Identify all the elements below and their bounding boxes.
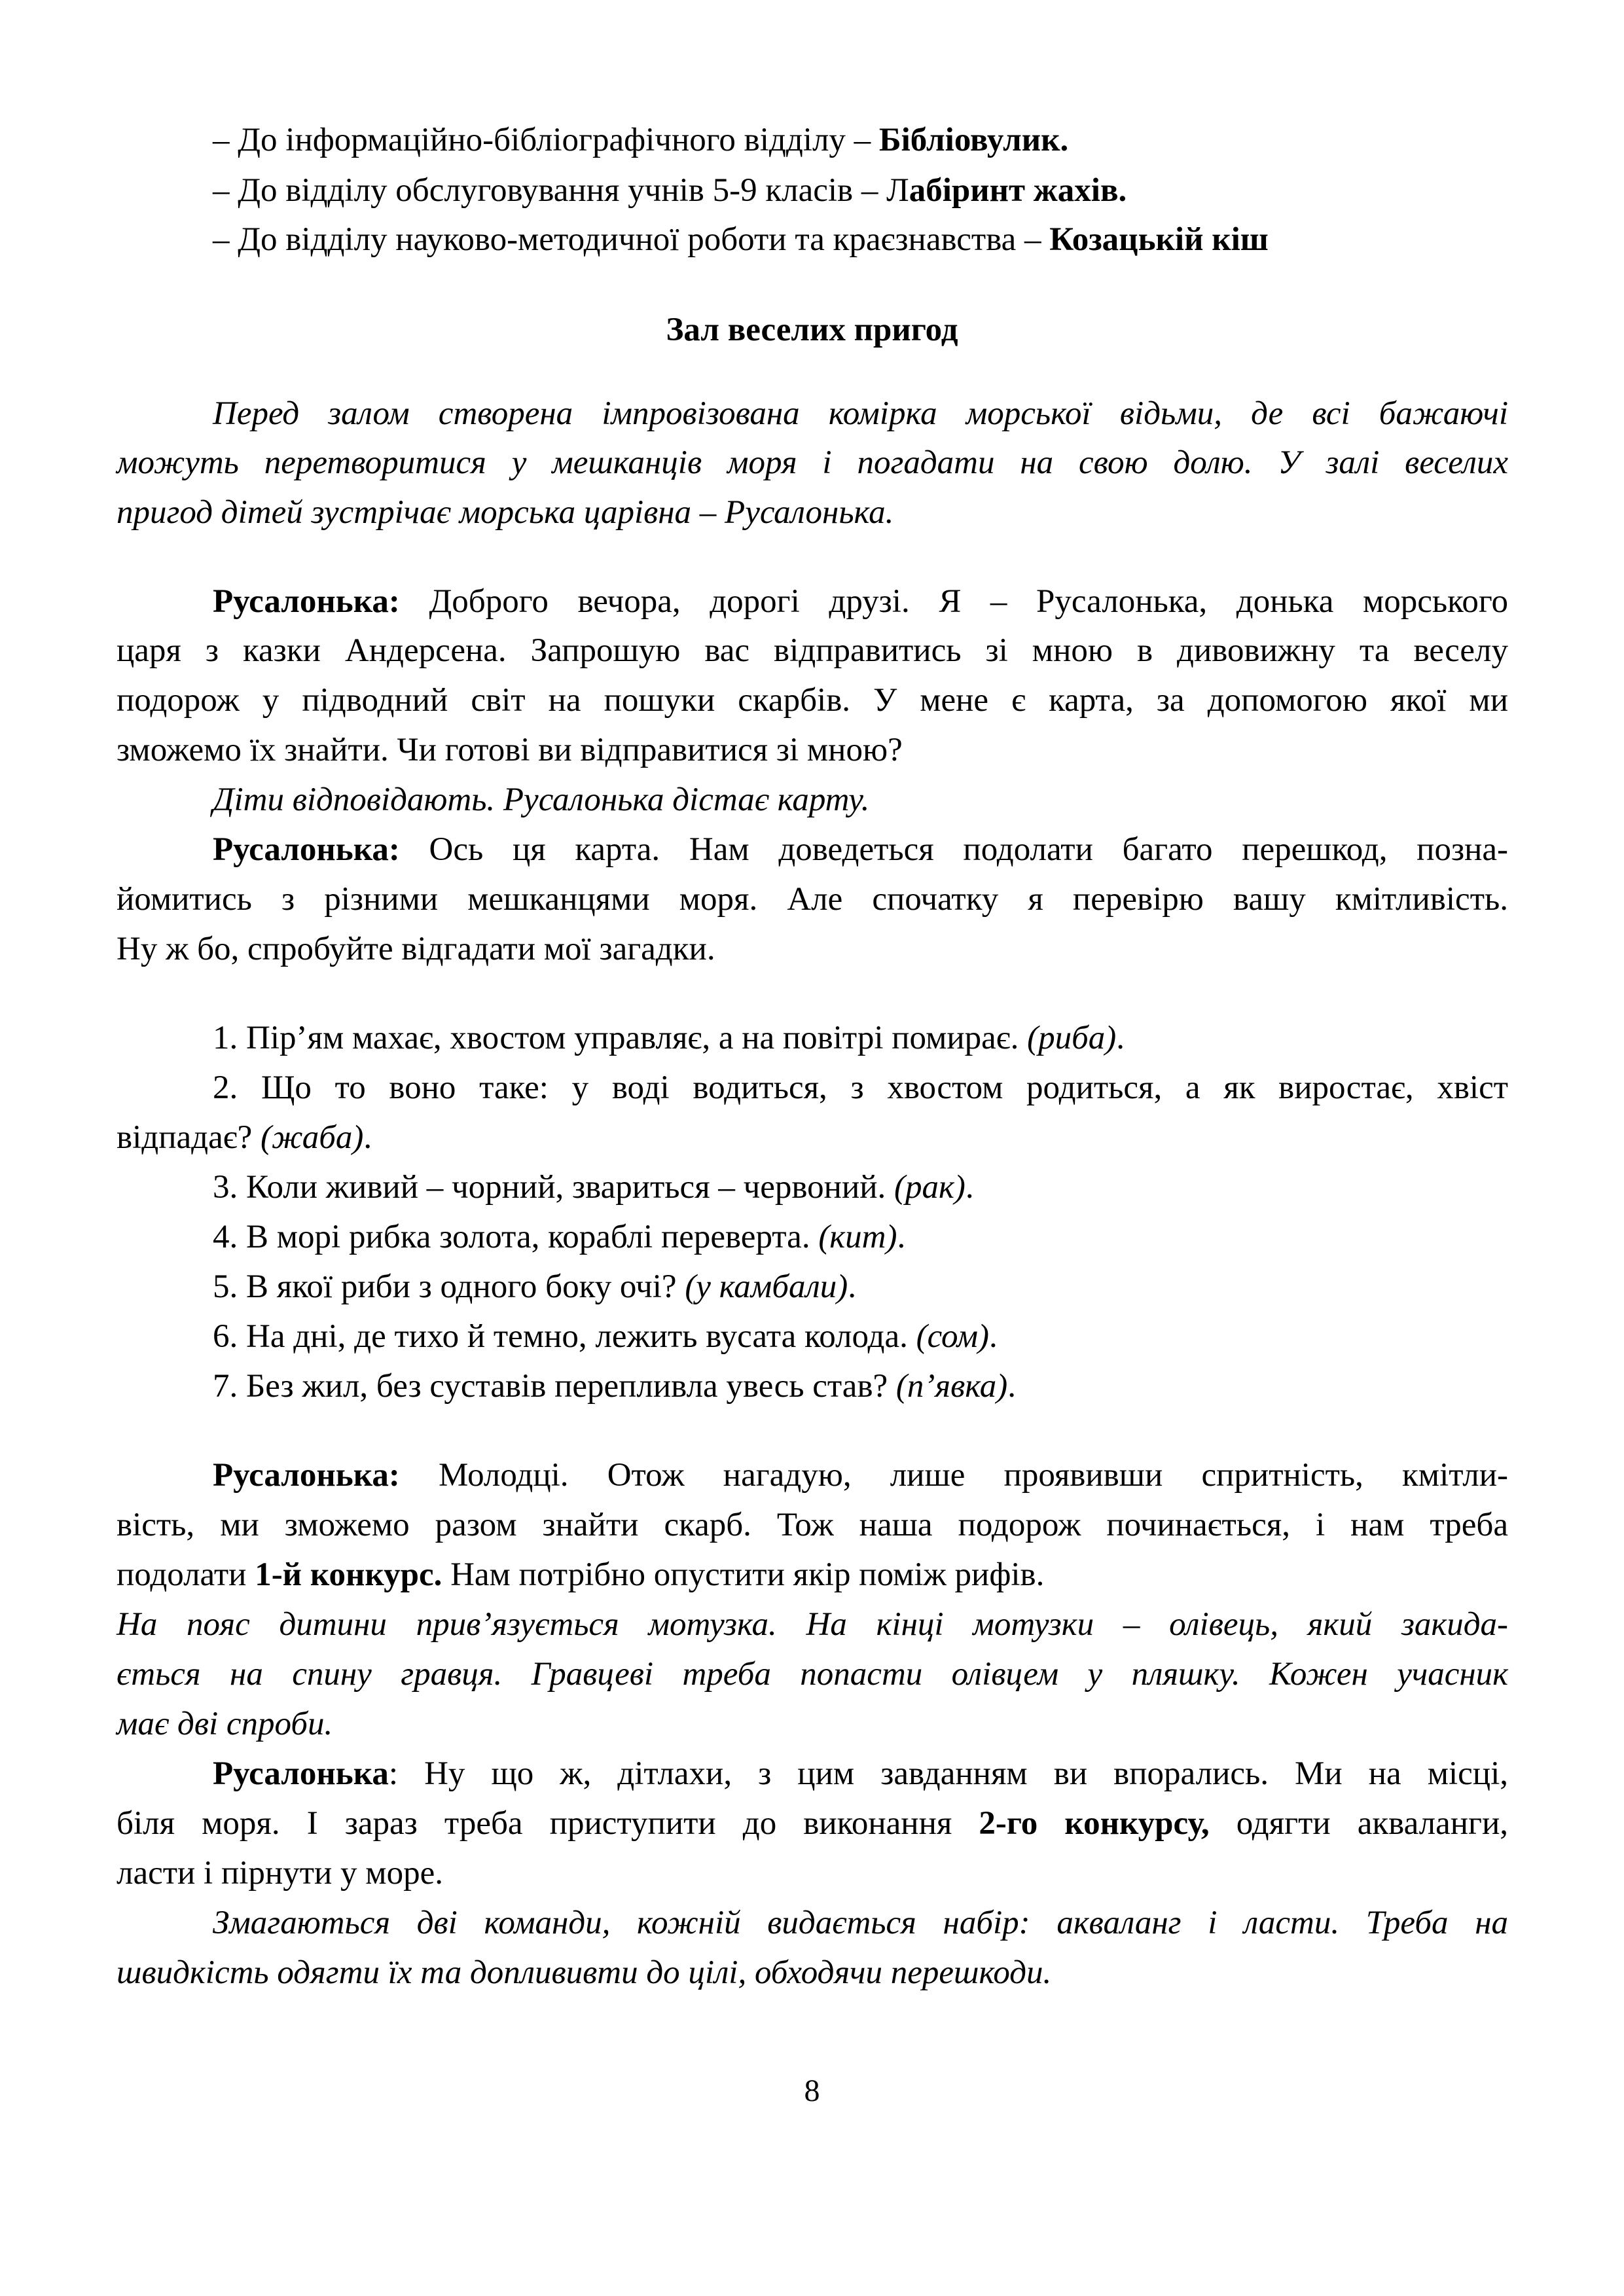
speech3-line-3: подолати 1-й конкурс. Нам потрібно опустити якір поміж рифів.: [117, 1556, 1045, 1593]
intro-line-3: пригод дітей зустрічає морська царівна – Русалонька.: [117, 494, 894, 531]
speech4-line-2: біля моря. І зараз треба приступити до виконання 2-го конкурсу, одягти акваланги,: [117, 1805, 1508, 1842]
stage-direction-1: Діти відповідають. Русалонька дістає карту.: [213, 781, 870, 818]
speech1-line-1: Русалонька: Доброго вечора, дорогі друзі. Я – Русалонька, донька морського: [213, 583, 1508, 620]
speech1-line-2: царя з казки Андерсена. Запрошую вас відправитись зі мною в дивовижну та веселу: [117, 632, 1508, 669]
page-number: 8: [804, 2073, 820, 2108]
speech1-line-4: зможемо їх знайти. Чи готові ви відправитися зі мною?: [117, 732, 903, 768]
riddle-4: 4. В морі рибка золота, кораблі переверта. (кит).: [213, 1219, 906, 1255]
speech2-line-2: йомитись з різними мешканцями моря. Але спочатку я перевірю вашу кмітливість.: [117, 881, 1508, 918]
stage-direction-2-line-1: На пояс дитини прив’язується мотузка. На кінці мотузки – олівець, який закида-: [117, 1606, 1508, 1643]
dept-line-3: – До відділу науково-методичної роботи та краєзнавства – Козацькій кіш: [213, 221, 1269, 258]
speech2-line-3: Ну ж бо, спробуйте відгадати мої загадки.: [117, 931, 715, 967]
intro-line-1: Перед залом створена імпровізована комірка морської відьми, де всі бажаючі: [213, 395, 1508, 432]
riddle-3: 3. Коли живий – чорний, звариться – червоний. (рак).: [213, 1169, 974, 1206]
speech1-line-3: подорож у підводний світ на пошуки скарбів. У мене є карта, за допомогою якої ми: [117, 682, 1508, 719]
stage-direction-2-line-2: ється на спину гравця. Гравцеві треба попасти олівцем у пляшку. Кожен учасник: [117, 1656, 1508, 1693]
speech3-line-2: вість, ми зможемо разом знайти скарб. Тож наша подорож починається, і нам треба: [117, 1507, 1508, 1543]
speech4-line-3: ласти і пірнути у море.: [117, 1855, 443, 1892]
riddle-7: 7. Без жил, без суставів перепливла увесь став? (п’явка).: [213, 1368, 1017, 1405]
dept-line-2: – До відділу обслуговування учнів 5-9 класів – Лабіринт жахів.: [213, 172, 1127, 209]
stage-direction-2-line-3: має дві спроби.: [117, 1706, 333, 1742]
speech3-line-1: Русалонька: Молодці. Отож нагадую, лише проявивши спритність, кмітли-: [213, 1457, 1508, 1494]
stage-direction-3-line-2: швидкість одягти їх та доплививти до цілі, обходячи перешкоди.: [117, 1954, 1052, 1991]
section-heading: Зал веселих пригод: [666, 312, 958, 348]
dept-line-1: – До інформаційно-бібліографічного відділу – Бібліовулик.: [213, 122, 1069, 158]
speech4-line-1: Русалонька: Ну що ж, дітлахи, з цим завданням ви впорались. Ми на місці,: [213, 1755, 1508, 1792]
riddle-5: 5. В якої риби з одного боку очі? (у камбали).: [213, 1268, 856, 1305]
speech2-line-1: Русалонька: Ось ця карта. Нам доведеться подолати багато перешкод, позна-: [213, 831, 1508, 868]
riddle-6: 6. На дні, де тихо й темно, лежить вусата колода. (сом).: [213, 1318, 998, 1355]
intro-line-2: можуть перетворитися у мешканців моря і погадати на свою долю. У залі веселих: [117, 444, 1508, 481]
riddle-2: 2. Що то воно таке: у воді водиться, з хвостом родиться, а як виростає, хвіст: [213, 1069, 1508, 1106]
riddle-2-continued: відпадає? (жаба).: [117, 1119, 372, 1156]
stage-direction-3-line-1: Змагаються дві команди, кожній видається набір: акваланг і ласти. Треба на: [213, 1905, 1508, 1941]
riddle-1: 1. Пір’ям махає, хвостом управляє, а на повітрі помирає. (риба).: [213, 1020, 1125, 1056]
